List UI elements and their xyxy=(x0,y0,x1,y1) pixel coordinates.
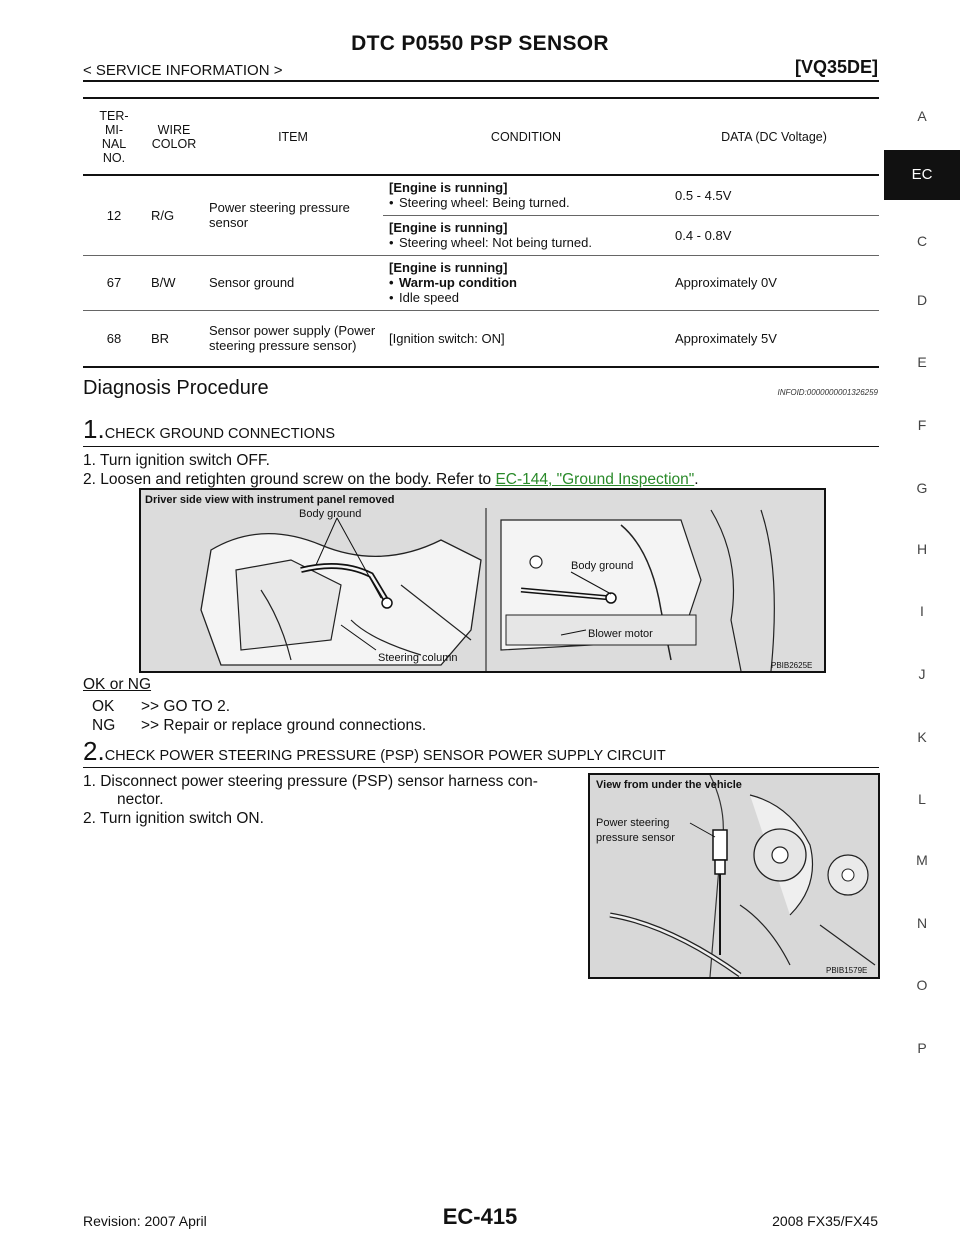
cell-data: 0.4 - 0.8V xyxy=(675,227,732,243)
condition-bullet: • Steering wheel: Being turned. xyxy=(389,195,663,210)
cell-condition: [Ignition switch: ON] xyxy=(389,330,505,346)
figure-code: PBIB1579E xyxy=(826,966,868,975)
ground-connection-illustration xyxy=(141,490,824,671)
side-tab-l[interactable]: L xyxy=(918,791,926,807)
figure-caption: Driver side view with instrument panel removed xyxy=(145,494,395,506)
condition-bullet: • Warm-up condition xyxy=(389,275,663,290)
ng-result-text: >> Repair or replace ground connections. xyxy=(141,717,427,734)
side-tab-d[interactable]: D xyxy=(916,292,928,308)
cell-condition xyxy=(383,215,669,255)
table-header-row xyxy=(83,98,879,175)
ok-ng-label: OK or NG xyxy=(83,676,152,693)
ground-connection-figure xyxy=(139,488,826,673)
side-tab-m[interactable]: M xyxy=(916,852,928,868)
side-tab-h[interactable]: H xyxy=(916,541,928,557)
cell-wire: B/W xyxy=(151,275,176,290)
cell-data: 0.5 - 4.5V xyxy=(675,187,732,203)
table-row xyxy=(83,255,879,310)
footer-page-number: EC-415 xyxy=(442,1204,518,1229)
side-tab-f[interactable]: F xyxy=(917,417,927,433)
step-title: CHECK GROUND CONNECTIONS xyxy=(104,426,336,442)
cell-terminal: 67 xyxy=(106,275,122,290)
step-rule xyxy=(83,446,879,447)
condition-title: [Engine is running] xyxy=(389,180,508,196)
cell-terminal: 12 xyxy=(83,175,145,255)
side-tab-n[interactable]: N xyxy=(916,915,928,931)
cell-condition xyxy=(383,255,669,310)
header-item: ITEM xyxy=(278,129,308,144)
header-terminal: TER- MI- NAL NO. xyxy=(99,108,129,165)
side-tab-i[interactable]: I xyxy=(920,603,924,619)
step-text: 2. Loosen and retighten ground screw on the body. Refer to xyxy=(83,471,496,488)
side-tab-k[interactable]: K xyxy=(917,729,927,745)
cell-terminal: 68 xyxy=(106,330,122,346)
condition-bullet: • Steering wheel: Not being turned. xyxy=(389,235,663,250)
side-tab-g[interactable]: G xyxy=(916,480,928,496)
side-tab-ec[interactable]: EC xyxy=(884,150,960,200)
step-rule xyxy=(83,767,879,768)
ok-result-text: >> GO TO 2. xyxy=(141,698,231,715)
terminal-data-table xyxy=(83,97,879,368)
side-tab-p[interactable]: P xyxy=(917,1040,927,1056)
label-psp-sensor-1: Power steering xyxy=(596,817,670,829)
figure-code: PBIB2625E xyxy=(771,661,813,670)
footer-model: 2008 FX35/FX45 xyxy=(772,1213,878,1229)
side-tab-a[interactable]: A xyxy=(917,108,927,124)
step-number: 1. xyxy=(83,414,105,444)
ok-result-label: OK xyxy=(92,698,115,715)
condition-title: [Engine is running] xyxy=(389,260,508,275)
step-2-item-1: 1. Disconnect power steering pressure (PSP) sensor harness con- xyxy=(83,773,538,790)
step-text: . xyxy=(694,471,699,488)
side-tab-e[interactable]: E xyxy=(917,354,927,370)
step-number: 2. xyxy=(83,736,105,766)
cell-item: Sensor power supply (Power steering pressure sensor) xyxy=(209,323,376,354)
engine-code: [VQ35DE] xyxy=(794,57,878,77)
header-condition: CONDITION xyxy=(490,129,562,144)
breadcrumb: < SERVICE INFORMATION > xyxy=(83,62,283,79)
label-psp-sensor-2: pressure sensor xyxy=(596,832,675,844)
psp-sensor-figure xyxy=(588,773,880,979)
side-tab-j[interactable]: J xyxy=(918,666,926,682)
step-2-item-2: 2. Turn ignition switch ON. xyxy=(83,810,264,827)
cell-data: Approximately 0V xyxy=(675,275,777,290)
label-steering-column: Steering column xyxy=(378,652,458,664)
side-tab-o[interactable]: O xyxy=(916,977,928,993)
step-2-item-1-cont: nector. xyxy=(117,791,164,808)
ng-result-label: NG xyxy=(92,717,116,734)
step-1-item-1: 1. Turn ignition switch OFF. xyxy=(83,452,270,469)
step-1-heading xyxy=(83,414,335,445)
label-blower-motor: Blower motor xyxy=(588,628,653,640)
cell-condition xyxy=(383,175,669,215)
cell-data: Approximately 5V xyxy=(675,330,777,346)
header-rule xyxy=(83,80,879,82)
header-data: DATA (DC Voltage) xyxy=(721,129,827,144)
condition-title: [Engine is running] xyxy=(389,220,508,235)
cell-item: Sensor ground xyxy=(209,275,295,290)
condition-bullet: • Idle speed xyxy=(389,290,663,305)
figure-caption: View from under the vehicle xyxy=(596,779,742,791)
label-body-ground-right: Body ground xyxy=(571,560,634,572)
step-2-heading xyxy=(83,736,666,767)
cell-wire: R/G xyxy=(145,175,203,255)
side-tab-c[interactable]: C xyxy=(916,233,928,249)
table-row xyxy=(83,310,879,367)
section-title: Diagnosis Procedure xyxy=(83,377,269,399)
psp-sensor-illustration xyxy=(590,775,878,977)
cell-item: Power steering pressure sensor xyxy=(203,175,383,255)
cell-wire: BR xyxy=(151,330,170,346)
step-title: CHECK POWER STEERING PRESSURE (PSP) SENSOR POWER SUPPLY CIRCUIT xyxy=(104,748,666,764)
info-id: INFOID:0000000001326259 xyxy=(777,388,878,397)
label-body-ground: Body ground xyxy=(299,508,362,520)
page-title: DTC P0550 PSP SENSOR xyxy=(351,32,609,55)
header-wire-color: WIRE COLOR xyxy=(151,122,197,151)
step-1-item-2 xyxy=(83,470,699,490)
footer-revision: Revision: 2007 April xyxy=(83,1213,207,1229)
table-row xyxy=(83,175,879,215)
ground-inspection-link[interactable]: EC-144, "Ground Inspection" xyxy=(495,471,695,488)
